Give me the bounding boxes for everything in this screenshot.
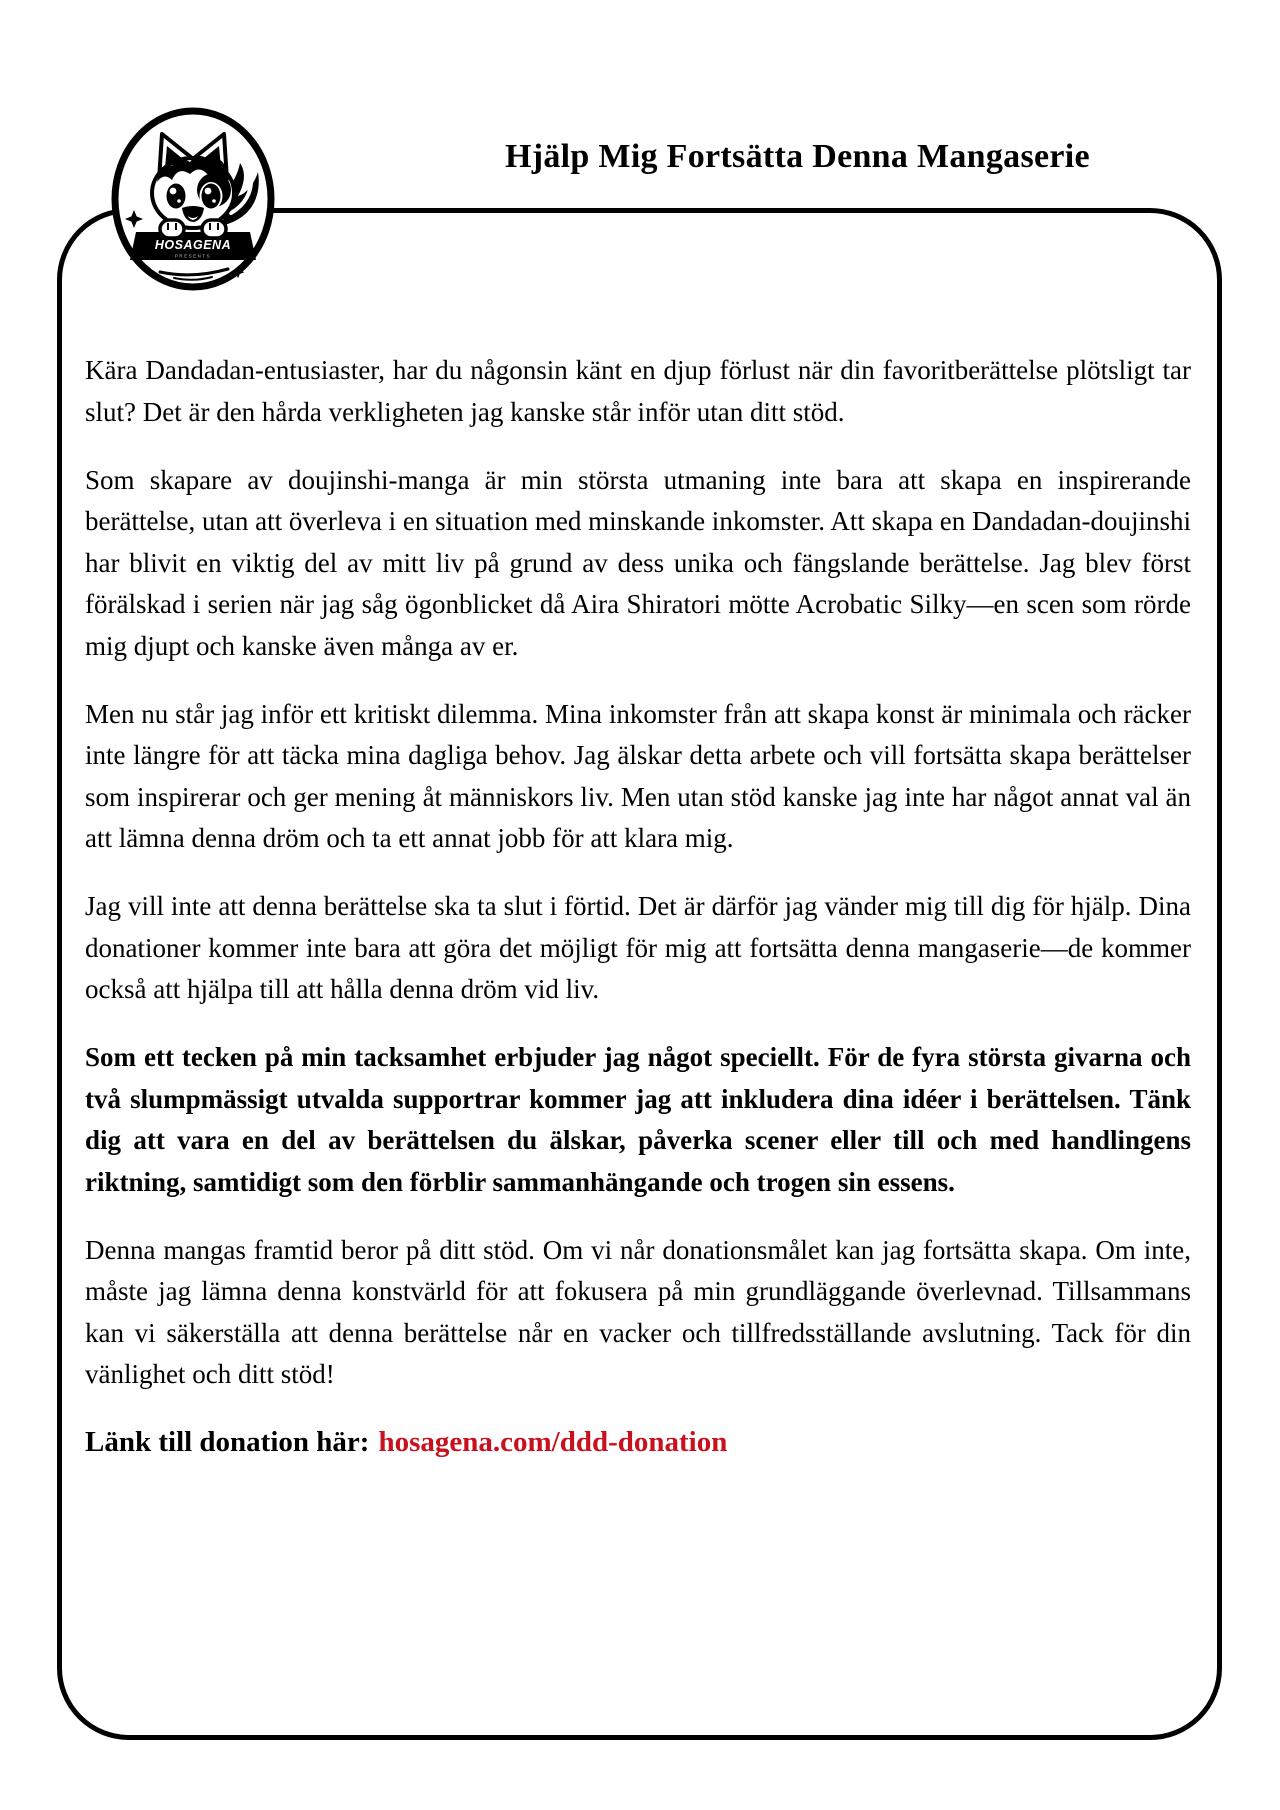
donation-link[interactable]: hosagena.com/ddd-donation <box>378 1426 728 1458</box>
paragraph-reward-offer: Som ett tecken på min tacksamhet erbjuder jag något speciellt. För de fyra största givarna och två slumpmässigt utvalda supportrar kommer jag att inkludera dina idéer i berättelsen. Tänk dig att vara en del av berättelsen du älskar, påverka scener eller till och med handlingens riktning, samtidigt som den förblir sammanhängande och trogen sin essens. <box>85 1042 1191 1197</box>
paragraph-closing: Denna mangas framtid beror på ditt stöd. Om vi når donationsmålet kan jag fortsätta skapa. Om inte, måste jag lämna denna konstvärld för att fokusera på min grundläggande överlevnad. Tillsammans kan vi säkerställa att denna berättelse når en vacker och tillfredsställande avslutning. Tack för din vänlighet och ditt stöd! <box>85 1234 1191 1389</box>
donation-line <box>85 1422 1191 1464</box>
paragraph-dilemma: Men nu står jag inför ett kritiskt dilemma. Mina inkomster från att skapa konst är minimala och räcker inte längre för att täcka mina dagliga behov. Jag älskar detta arbete och vill fortsätta skapa berättelser som inspirerar och ger mening åt människors liv. Men utan stöd kanske jag inte har något annat val än att lämna denna dröm och ta ett annat jobb för att klara mig. <box>85 698 1191 853</box>
page-title: Hjälp Mig Fortsätta Denna Mangaserie <box>505 138 1090 175</box>
paragraph-creator-story: Som skapare av doujinshi-manga är min största utmaning inte bara att skapa en inspirerande berättelse, utan att överleva i en situation med minskande inkomster. Att skapa en Dandadan-doujinshi har blivit en viktig del av mitt liv på grund av dess unika och fängslande berättelse. Jag blev först förälskad i serien när jag såg ögonblicket då Aira Shiratori mötte Acrobatic Silky—en scen som rörde mig djupt och kanske även många av er. <box>85 464 1191 661</box>
donation-label: Länk till donation här: <box>85 1426 370 1458</box>
letter-body <box>85 350 1191 1490</box>
hosagena-logo <box>110 106 276 292</box>
paragraph-intro: Kära Dandadan-entusiaster, har du någonsin känt en djup förlust när din favoritberättelse plötsligt tar slut? Det är den hårda verkligheten jag kanske står inför utan ditt stöd. <box>85 355 1191 427</box>
paragraph-appeal: Jag vill inte att denna berättelse ska ta slut i förtid. Det är därför jag vänder mig till dig för hjälp. Dina donationer kommer inte bara att göra det möjligt för mig att fortsätta denna mangaserie—de kommer också att hjälpa till att hålla denna dröm vid liv. <box>85 891 1191 1004</box>
logo-tagline-text: PRESENTS <box>174 253 212 259</box>
cat-mascot-icon <box>110 106 276 292</box>
logo-brand-text: HOSAGENA <box>154 238 232 252</box>
